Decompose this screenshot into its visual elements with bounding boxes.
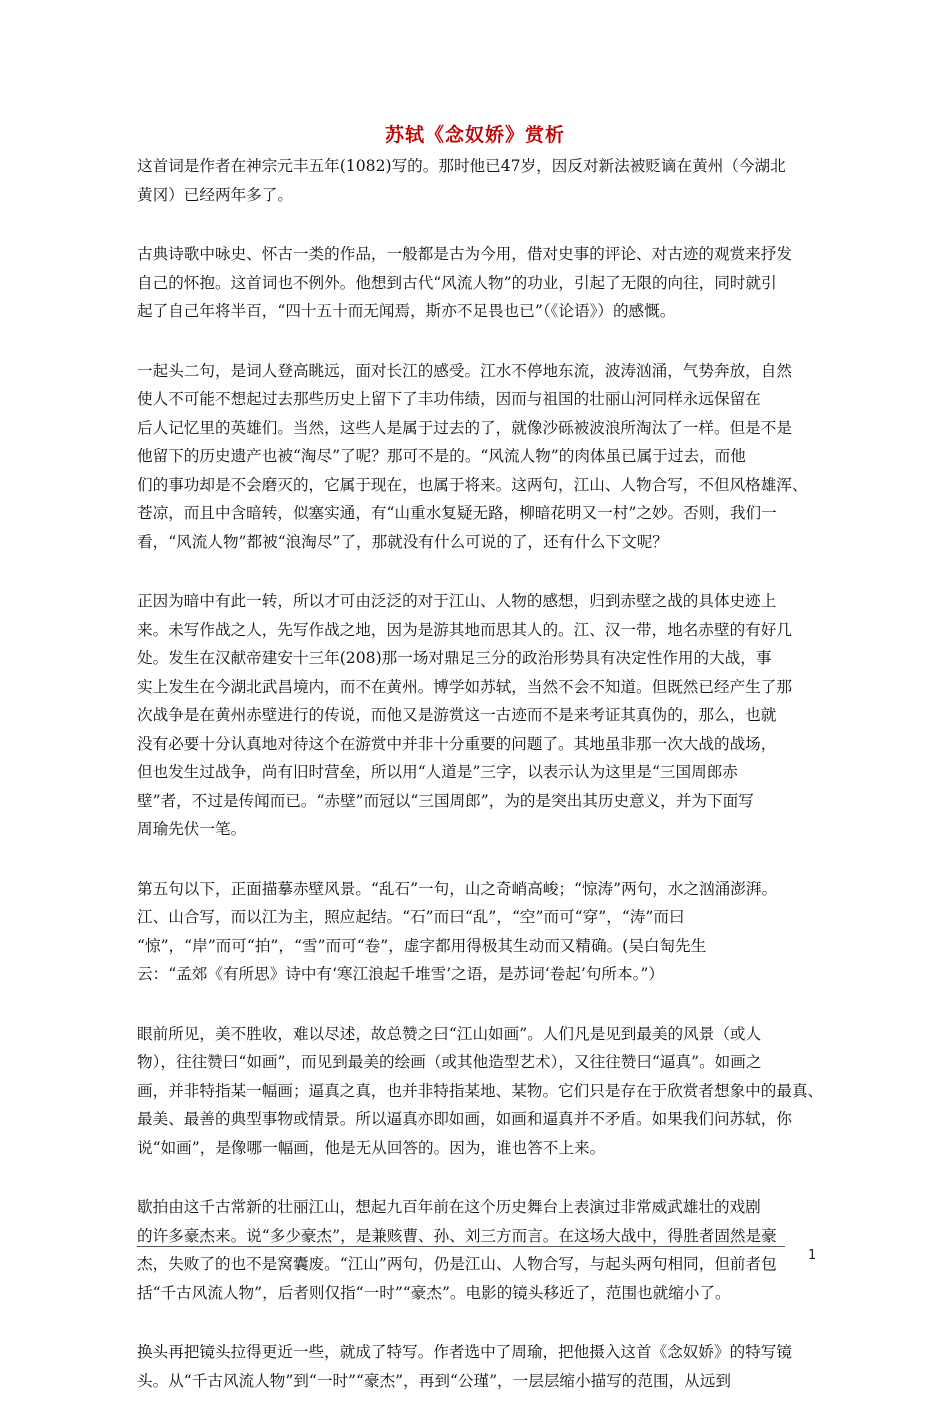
text-line: 没有必要十分认真地对待这个在游赏中并非十分重要的问题了。其地虽非那一次大战的战场， [137, 734, 777, 753]
text-line: 来。未写作战之人，先写作战之地，因为是游其地而思其人的。江、汉一带，地名赤壁的有好几 [137, 620, 792, 639]
text-line: 的许多豪杰来。说“多少豪杰”，是兼赅曹、孙、刘三方而言。在这场大战中，得胜者固然是豪 [137, 1226, 777, 1245]
paragraph [137, 587, 827, 844]
text-line: 歇拍由这千古常新的壮丽江山，想起九百年前在这个历史舞台上表演过非常威武雄壮的戏剧 [137, 1198, 761, 1216]
text-line: 看，“风流人物”都被“浪淘尽”了，那就没有什么可说的了，还有什么下文呢？ [137, 532, 668, 551]
page-number: 1 [808, 1248, 817, 1263]
text-line: 杰，失败了的也不是窝囊废。“江山”两句，仍是江山、人物合写，与起头两句相同，但前者包 [137, 1255, 777, 1273]
text-line: 头。从“千古风流人物”到“一时”“豪杰”，再到“公瑾”，一层层缩小描写的范围，从远到 [137, 1371, 731, 1390]
text-line: 第五句以下，正面描摹赤壁风景。“乱石”一句，山之奇峭高峻；“惊涛”两句，水之汹涌澎湃。 [137, 879, 778, 898]
footer-divider [137, 1246, 785, 1247]
text-line: 物），往往赞曰“如画”，而见到最美的绘画（或其他造型艺术），又往往赞曰“逼真”。如画之 [137, 1053, 762, 1071]
text-line: 后人记忆里的英雄们。当然，这些人是属于过去的了，就像沙砾被波浪所淘汰了一样。但是不是 [137, 418, 792, 437]
text-line: 周瑜先伏一笔。 [137, 820, 247, 838]
text-line: 次战争是在黄州赤壁进行的传说，而他又是游赏这一古迹而不是来考证其真伪的，那么，也就 [137, 706, 777, 724]
paragraph [137, 357, 827, 557]
page-title: 苏轼《念奴娇》赏析 [384, 124, 565, 146]
text-line: 他留下的历史遗产也被“淘尽”了呢？那可不是的。“风流人物”的肉体虽已属于过去，而他 [137, 447, 746, 465]
paragraph [137, 152, 827, 209]
text-line: 处。发生在汉献帝建安十三年(208)那一场对鼎足三分的政治形势具有决定性作用的大战，事 [137, 649, 772, 667]
article-body [137, 152, 827, 1426]
text-line: 最美、最善的典型事物或情景。所以逼真亦即如画，如画和逼真并不矛盾。如果我们问苏轼，你 [137, 1110, 792, 1128]
text-line: 括“千古风流人物”，后者则仅指“一时”“豪杰”。电影的镜头移近了，范围也就缩小了。 [137, 1283, 731, 1302]
text-line: 壁”者，不过是传闻而已。“赤壁”而冠以“三国周郎”，为的是突出其历史意义，并为下面写 [137, 791, 754, 810]
paragraph [137, 1020, 827, 1163]
text-line: 自己的怀抱。这首词也不例外。他想到古代“风流人物”的功业，引起了无限的向往，同时就引 [137, 273, 777, 292]
text-line: 一起头二句，是词人登高眺远，面对长江的感受。江水不停地东流，波涛汹涌，气势奔放，自然 [137, 361, 792, 380]
text-line: 实上发生在今湖北武昌境内，而不在黄州。博学如苏轼，当然不会不知道。但既然已经产生了那 [137, 677, 792, 696]
text-line: 江、山合写，而以江为主，照应起结。“石”而曰“乱”，“空”而可“穿”，“涛”而曰 [137, 908, 685, 926]
text-line: 们的事功却是不会磨灭的，它属于现在，也属于将来。这两句，江山、人物合写，不但风格雄浑、 [137, 475, 808, 494]
text-line: 苍凉，而且中含暗转，似塞实通，有“山重水复疑无路，柳暗花明又一村”之妙。否则，我们一 [137, 504, 777, 522]
paragraph [137, 240, 827, 326]
text-line: 使人不可能不想起过去那些历史上留下了丰功伟绩，因而与祖国的壮丽山河同样永远保留在 [137, 390, 761, 408]
paragraph [137, 1193, 827, 1307]
text-line: 正因为暗中有此一转，所以才可由泛泛的对于江山、人物的感想，归到赤壁之战的具体史迹上 [137, 592, 777, 610]
text-line: 这首词是作者在神宗元丰五年(1082)写的。那时他已47岁，因反对新法被贬谪在黄州（今湖北 [137, 157, 786, 175]
text-line: 起了自己年将半百，“四十五十而无闻焉，斯亦不足畏也已”（《论语》）的感慨。 [137, 302, 676, 320]
text-line: 黄冈）已经两年多了。 [137, 185, 293, 204]
text-line: 古典诗歌中咏史、怀古一类的作品，一般都是古为今用，借对史事的评论、对古迹的观赏来抒发 [137, 245, 792, 263]
text-line: 画，并非特指某一幅画；逼真之真，也并非特指某地、某物。它们只是存在于欣赏者想象中的最真、 [137, 1081, 824, 1100]
text-line: 眼前所见，美不胜收，难以尽述，故总赞之曰“江山如画”。人们凡是见到最美的风景（或人 [137, 1024, 762, 1043]
text-line: 换头再把镜头拉得更近一些，就成了特写。作者选中了周瑜，把他摄入这首《念奴娇》的特写镜 [137, 1343, 792, 1361]
paragraph [137, 875, 827, 989]
text-line: “惊”，“岸”而可“拍”，“雪”而可“卷”，虚字都用得极其生动而又精确。(吴白匋先生 [137, 936, 707, 955]
paragraph [137, 1338, 827, 1395]
text-line: 但也发生过战争，尚有旧时营垒，所以用“人道是”三字，以表示认为这里是“三国周郎赤 [137, 763, 738, 781]
text-line: 云：“孟郊《有所思》诗中有‘寒江浪起千堆雪’之语，是苏词‘卷起’句所本。”） [137, 965, 664, 983]
text-line: 说“如画”，是像哪一幅画，他是无从回答的。因为，谁也答不上来。 [137, 1138, 606, 1157]
